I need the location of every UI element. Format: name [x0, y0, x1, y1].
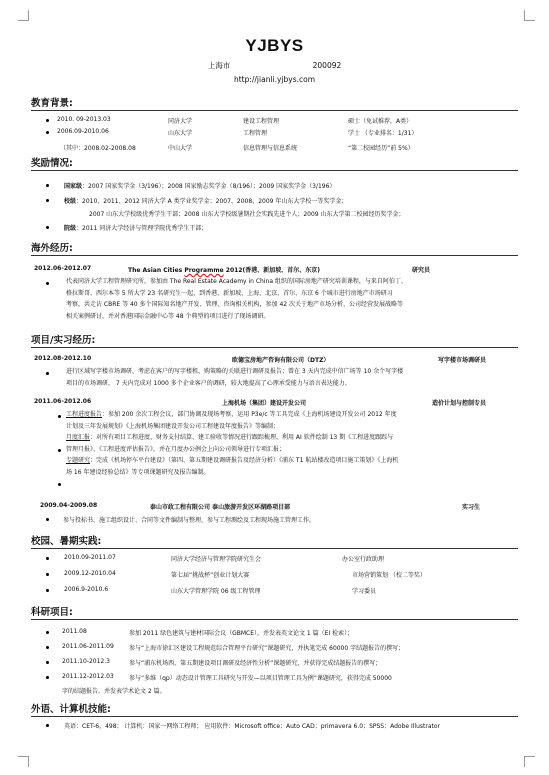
section-education-title: 教育背景:	[31, 95, 518, 111]
award-text: ：2007 国家奖学金（3/196）；2008 国家励志奖学金（8/196）；2009 国家奖学金（3/196）	[82, 183, 336, 190]
project-org: 欧德宝房地产咨询有限公司（DTZ）	[232, 357, 330, 364]
section-projects-title: 项目/实习经历:	[31, 332, 518, 348]
section-research-title: 科研项目:	[31, 604, 518, 620]
campus-period: 2009.12-2010.04	[64, 570, 116, 577]
project-role: 写字楼市场调研员	[438, 357, 487, 364]
bullet	[46, 661, 49, 664]
project-org: 泰山市政工程有限公司 泰山旅游开发区环湖路项目部	[150, 504, 291, 511]
project-description: 参与投标书、施工组织设计、合同等文件编制与整理，参与工程测绘及工程现场施工管理工作。	[63, 517, 316, 524]
website-link[interactable]: http://jianli.yjbys.com	[233, 75, 316, 84]
campus-org: 同济大学经济与管理学院研究生会	[171, 556, 262, 563]
bullet	[46, 724, 49, 727]
bullet	[58, 449, 61, 452]
edu-school: 同济大学	[168, 118, 193, 125]
bullet	[46, 518, 49, 521]
research-description: 字的结题报告，并发表学术论文 2 篇。	[62, 688, 166, 695]
research-description: 参与“浦东机场西、第五期建设项目调研及经济性分析”课题研究，并获得完成结题报告的撰写；	[129, 660, 382, 667]
crop-mark	[524, 756, 535, 767]
edu-note: 学士 （专业排名：1/31）	[348, 130, 418, 137]
edu-period: 2006.09-2010.06	[57, 128, 109, 135]
research-description: 参与“上海市徐汇区建设工程规范综合管理平台研究”课题研究，并执笔完成 60000 字结题报告的撰写；	[129, 645, 405, 652]
campus-role: 办公室行政助理	[342, 556, 385, 563]
bullet	[46, 589, 49, 592]
project-org: 上海机场（集团）建设开发公司	[222, 400, 307, 407]
overseas-role: 研究员	[412, 267, 431, 274]
edu-school: 中山大学	[168, 145, 193, 152]
section-overseas-title: 海外经历:	[31, 240, 518, 256]
bullet	[58, 483, 61, 486]
bullet	[46, 372, 49, 375]
crop-mark	[524, 10, 535, 21]
award-level: 国家级	[64, 183, 83, 190]
research-period: 2011.12-2012.03	[62, 673, 114, 680]
bullet	[46, 131, 49, 134]
section-campus-title: 校园、暑期实践:	[31, 533, 518, 549]
award-text: ：2010、2011、2012 同济大学 A 类学业奖学金；2007、2008、2009 年山东大学校一等奖学金；	[76, 198, 348, 205]
skills-line: 英语：CET-6，498； 计算机：国家一网络工程师； 应用软件：Microsoft office；Auto CAD；primavera 6.0；SPSS；Adobe Illustrator	[64, 723, 441, 730]
edu-major: 建设工程管理	[243, 118, 280, 125]
bullet	[46, 282, 49, 285]
campus-role: 市场营销策划 （校二等奖）	[352, 572, 426, 579]
project-role: 实习生	[462, 504, 481, 511]
edu-period: 2010. 09-2013.03	[57, 116, 111, 123]
contact-line	[0, 60, 549, 71]
award-item	[89, 209, 405, 218]
research-period: 2011.10-2012.3	[62, 658, 110, 665]
project-period: 2009.04-2009.08	[40, 502, 98, 509]
overseas-description: 代表同济大学工程管理研究所，参加由 The Real Estate Academy in China 组织的国际房地产研究培训课程，与来自阿伯丁、 格拉斯哥、西尔本等 5 所大学 23 名研究生一起，到香港、新加坡、上海、北京、首尔、东京 6 个城市进行房地产市场研习 考察，共走访 CBRE 等 40 多个国际知名地产开发、管理、咨询相关机构，参加 42 次关于地产市场分析、公司经营发展战略等 相关案例研讨，并对香港国际金融中心等 48 个典型的项目进行了现场调研。	[66, 278, 407, 320]
project-period: 2012.08-2012.10	[34, 355, 92, 362]
project-period: 2011.06-2012.06	[34, 398, 92, 405]
award-item	[64, 181, 335, 190]
bullet	[46, 676, 49, 679]
edu-major: 信息管理与信息系统	[243, 145, 298, 152]
bullet	[46, 557, 49, 560]
award-level: 校级	[64, 198, 77, 205]
project-description: 工程进度报告：参加 200 余次工程会议，部门协调及现场考察，运用 P3e/c 等工具完成《上海机场建设开发公司 2012 年度 计划及三年发展规划》《上海机场集团建设开发公司工程建设年度报告》等编制； 月度汇报：对所有项目工程进度、财务支付结算、建工验收等情况进行跟踪梳理，利用 AI 软件绘制 13 期《工程进度跟踪与 管理月报》、《工程进度评估报告》，并在月度办公例会上向公司领导进行专项汇报； 专题研究：完成《机场停车平台建设》（第四、第五期建设调研报告及经济分析）《浦东 T1 航站楼改造项目施工策划》《上海机 场 16 年建设经验总结》等专项课题研究及报告编制。	[66, 411, 399, 476]
crop-mark	[18, 10, 29, 21]
edu-note: 硕士（免试推荐，A类）	[348, 118, 413, 125]
overseas-org: The Asian Cities Programme 2012(香港、新加坡、首尔、东京)	[128, 267, 320, 274]
city: 上海市	[207, 61, 231, 70]
bullet	[46, 226, 49, 229]
bullet	[46, 119, 49, 122]
project-role: 造价计划与控制专员	[432, 400, 487, 407]
research-description: 参加 2011 绿色建筑与建材国际会议（GBMCE），并发表英文论文 1 篇（EI 检索）；	[129, 630, 354, 637]
section-awards-title: 奖励情况:	[31, 155, 518, 171]
bullet	[46, 184, 49, 187]
crop-mark	[18, 756, 29, 767]
overseas-period: 2012.06-2012.07	[34, 265, 92, 272]
campus-period: 2006.9-2010.6	[64, 586, 109, 593]
postcode: 200092	[312, 61, 342, 70]
edu-period: （其中：2008.02-2008.08	[60, 145, 136, 152]
bullet	[46, 646, 49, 649]
bullet	[46, 631, 49, 634]
award-level: 院级	[64, 225, 77, 232]
award-item	[64, 223, 207, 232]
campus-period: 2010.09-2011.07	[64, 554, 116, 561]
campus-org: 第七届“挑战杯”创业计划大赛	[171, 572, 250, 579]
research-period: 2011.06-2011.09	[62, 643, 114, 650]
award-item	[64, 196, 347, 205]
candidate-name: YJBYS	[245, 36, 304, 55]
campus-role: 学习委员	[352, 588, 377, 595]
bullet	[46, 573, 49, 576]
edu-major: 工程管理	[243, 130, 268, 137]
section-skills-title: 外语、计算机技能:	[31, 701, 518, 717]
edu-school: 山东大学	[168, 130, 193, 137]
award-text: 2007 山东大学校级优秀学生干部；2008 山东大学校级暑期社会实践先进个人；2009 山东大学第二校园经历奖学金；	[89, 211, 405, 218]
bullet	[46, 199, 49, 202]
research-description: 参与“多维（qp）动态设计管理工具研究与开发—以项目管理工具为例”课题研究，获得完成 50000	[129, 675, 392, 682]
campus-org: 山东大学管理学院 06 级工程管理	[171, 588, 261, 595]
project-description: 进行区域写字楼市场调研，考虑在客户的写字楼租、购策略的关联进行调研及报告；曾在 3 天内完成中信广场等 10 余个写字楼 项目的市场调研， 7 天内完成对 1000 多个企业客户的调研，较大地提高了心理承受能力与语言表达能力。	[66, 368, 404, 387]
research-period: 2011.08	[62, 628, 87, 635]
edu-note: “第二校园经历”前 5%）	[348, 145, 414, 152]
bullet	[58, 415, 61, 418]
award-text: ：2011 同济大学经济与管理学院优秀学生干部；	[76, 225, 208, 232]
